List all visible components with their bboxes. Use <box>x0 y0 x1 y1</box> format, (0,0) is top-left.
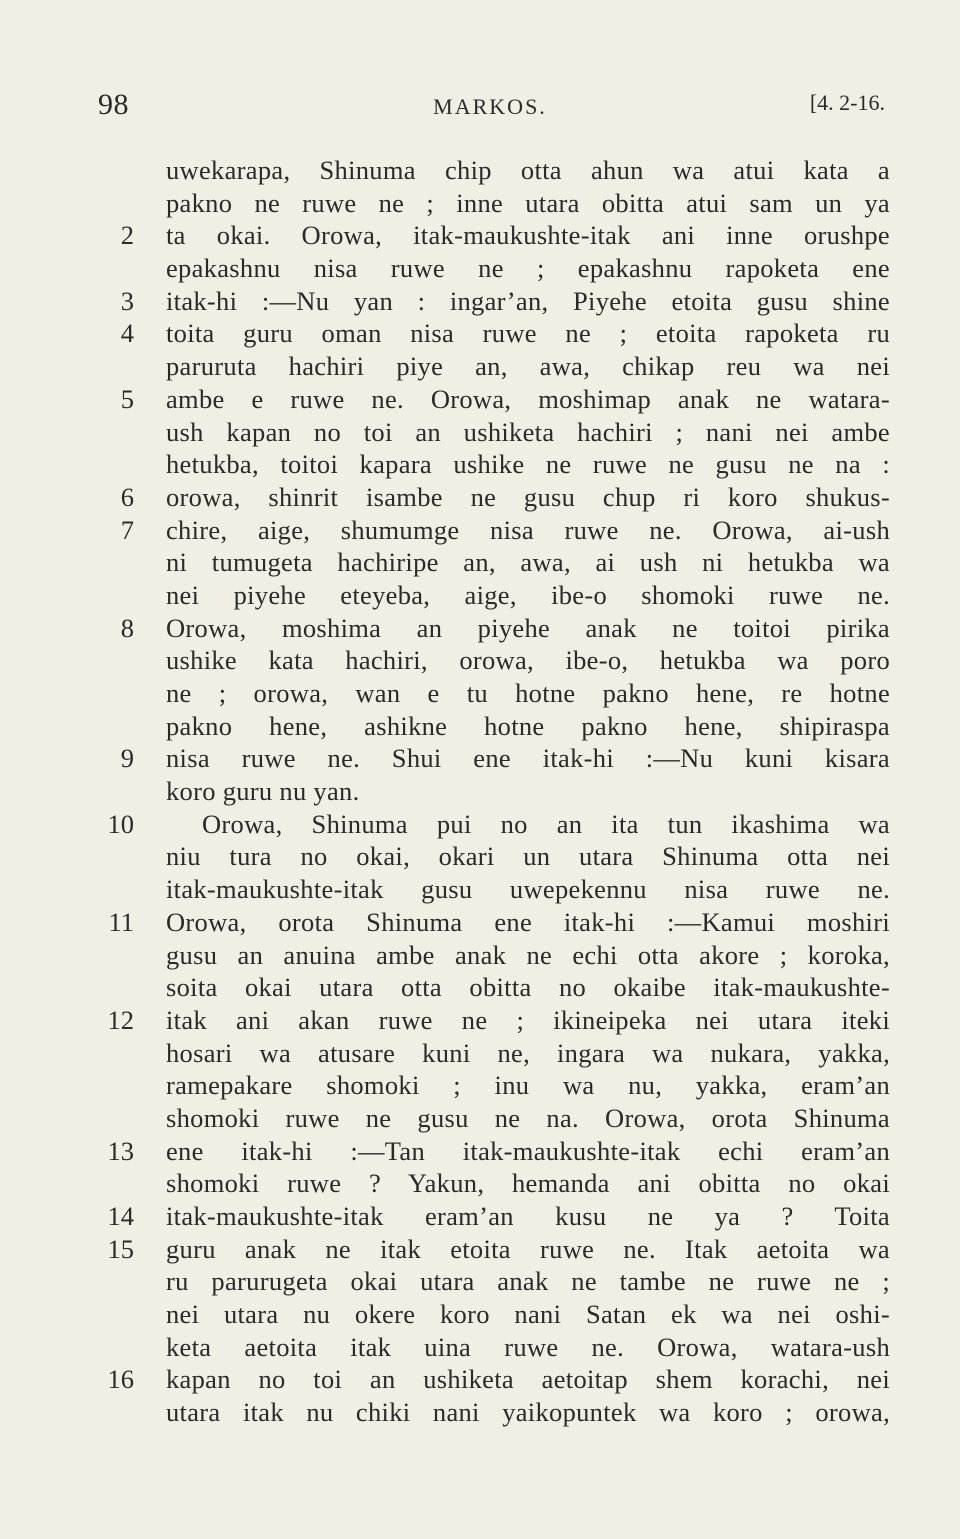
verse-number: 12 <box>107 1004 134 1035</box>
line-text: ne ; orowa, wan e tu hotne pakno hene, re hotne <box>166 678 890 708</box>
line-text: ta okai. Orowa, itak-maukushte-itak ani inne orushpe <box>166 220 890 251</box>
line-text: paruruta hachiri piye an, awa, chikap reu wa nei <box>166 351 890 382</box>
text-line <box>0 1200 960 1233</box>
line-text: toita guru oman nisa ruwe ne ; etoita rapoketa ru <box>166 318 890 349</box>
text-line <box>0 448 960 481</box>
verse-number: 13 <box>107 1135 134 1166</box>
verse-number: 16 <box>107 1364 134 1395</box>
text-line <box>0 906 960 939</box>
line-text: hosari wa atusare kuni ne, ingara wa nukara, yakka, <box>166 1037 890 1068</box>
text-line <box>0 1167 960 1200</box>
verse-number: 9 <box>120 743 134 774</box>
verse-number: 8 <box>120 612 134 643</box>
line-text: itak ani akan ruwe ne ; ikineipeka nei utara iteki <box>166 1004 890 1035</box>
text-line <box>0 1069 960 1102</box>
line-text: hetukba, toitoi kapara ushike ne ruwe ne gusu ne na : <box>166 449 890 480</box>
text-line <box>0 154 960 187</box>
line-text: ambe e ruwe ne. Orowa, moshimap anak ne watara- <box>166 383 890 414</box>
line-text: shomoki ruwe ? Yakun, hemanda ani obitta no okai <box>166 1168 890 1199</box>
line-text: epakashnu nisa ruwe ne ; epakashnu rapoketa ene <box>166 253 890 284</box>
text-line <box>0 1331 960 1364</box>
verse-number: 4 <box>120 318 134 349</box>
text-line <box>0 808 960 841</box>
text-line <box>0 546 960 579</box>
line-text: chire, aige, shumumge nisa ruwe ne. Orowa, ai-ush <box>166 514 890 545</box>
line-text: niu tura no okai, okari un utara Shinuma otta nei <box>166 841 890 872</box>
line-text: nisa ruwe ne. Shui ene itak-hi :—Nu kuni kisara <box>166 743 890 774</box>
line-text: ush kapan no toi an ushiketa hachiri ; nani nei ambe <box>166 416 890 447</box>
text-line <box>0 644 960 677</box>
text-line <box>0 742 960 775</box>
verse-number: 11 <box>108 906 134 937</box>
text-line <box>0 350 960 383</box>
line-text: ene itak-hi :—Tan itak-maukushte-itak echi eram’an <box>166 1135 890 1166</box>
line-text: orowa, shinrit isambe ne gusu chup ri koro shukus- <box>166 481 890 512</box>
line-text: shomoki ruwe ne gusu ne na. Orowa, orota Shinuma <box>166 1102 890 1133</box>
verse-number: 6 <box>120 481 134 512</box>
verse-number: 15 <box>107 1233 134 1264</box>
text-line <box>0 677 960 710</box>
text-line <box>0 1233 960 1266</box>
line-text: Orowa, moshima an piyehe anak ne toitoi pirika <box>166 612 890 643</box>
text-line <box>0 612 960 645</box>
line-text: ru parurugeta okai utara anak ne tambe ne ruwe ne ; <box>166 1266 890 1297</box>
line-text: itak-hi :—Nu yan : ingar’an, Piyehe etoita gusu shine <box>166 285 890 316</box>
line-text: guru anak ne itak etoita ruwe ne. Itak aetoita wa <box>166 1233 890 1264</box>
text-line <box>0 873 960 906</box>
line-text: nei piyehe eteyeba, aige, ibe-o shomoki ruwe ne. <box>166 579 890 610</box>
text-line <box>0 514 960 547</box>
verse-number: 10 <box>107 808 134 839</box>
text-line <box>0 775 960 808</box>
body-text <box>0 154 960 1429</box>
chapter-verse-reference: [4. 2-16. <box>809 90 885 115</box>
text-line <box>0 416 960 449</box>
verse-number: 5 <box>120 383 134 414</box>
text-line <box>0 187 960 220</box>
text-line <box>0 1004 960 1037</box>
verse-number: 3 <box>120 285 134 316</box>
text-line <box>0 710 960 743</box>
line-text: itak-maukushte-itak eram’an kusu ne ya ? Toita <box>166 1201 890 1231</box>
line-text: utara itak nu chiki nani yaikopuntek wa koro ; orowa, <box>166 1397 890 1428</box>
text-line <box>0 383 960 416</box>
text-line <box>0 840 960 873</box>
text-line <box>0 481 960 514</box>
text-line <box>0 939 960 972</box>
text-line <box>0 1102 960 1135</box>
line-text: ramepakare shomoki ; inu wa nu, yakka, eram’an <box>166 1070 890 1101</box>
line-text: ni tumugeta hachiripe an, awa, ai ush ni hetukba wa <box>166 547 890 578</box>
line-text: ushike kata hachiri, orowa, ibe-o, hetukba wa poro <box>166 645 890 676</box>
line-text: kapan no toi an ushiketa aetoitap shem korachi, nei <box>166 1364 890 1395</box>
line-text: keta aetoita itak uina ruwe ne. Orowa, watara-ush <box>166 1331 890 1362</box>
text-line <box>0 1135 960 1168</box>
page-number: 98 <box>98 88 129 121</box>
text-line <box>0 971 960 1004</box>
line-text: Orowa, Shinuma pui no an ita tun ikashima wa <box>202 808 890 839</box>
text-line <box>0 285 960 318</box>
text-line <box>0 1265 960 1298</box>
line-text: itak-maukushte-itak gusu uwepekennu nisa ruwe ne. <box>166 874 890 905</box>
text-line <box>0 579 960 612</box>
verse-number: 7 <box>120 514 134 545</box>
line-text: uwekarapa, Shinuma chip otta ahun wa atui kata a <box>166 155 890 185</box>
text-line <box>0 1298 960 1331</box>
line-text: nei utara nu okere koro nani Satan ek wa nei oshi- <box>166 1299 890 1330</box>
text-line <box>0 1037 960 1070</box>
line-text: pakno hene, ashikne hotne pakno hene, shipiraspa <box>166 710 890 741</box>
line-text: soita okai utara otta obitta no okaibe itak-maukushte- <box>166 972 890 1003</box>
line-text: gusu an anuina ambe anak ne echi otta akore ; koroka, <box>166 939 890 970</box>
verse-number: 14 <box>107 1201 134 1231</box>
line-text: pakno ne ruwe ne ; inne utara obitta atui sam un ya <box>166 187 890 218</box>
running-title: MARKOS. <box>433 94 547 119</box>
line-text: Orowa, orota Shinuma ene itak-hi :—Kamui moshiri <box>166 906 890 937</box>
text-line <box>0 219 960 252</box>
text-line <box>0 1363 960 1396</box>
text-line <box>0 1396 960 1429</box>
text-line <box>0 317 960 350</box>
page-header <box>0 88 960 128</box>
verse-number: 2 <box>120 220 134 251</box>
line-text: koro guru nu yan. <box>166 776 360 807</box>
text-line <box>0 252 960 285</box>
